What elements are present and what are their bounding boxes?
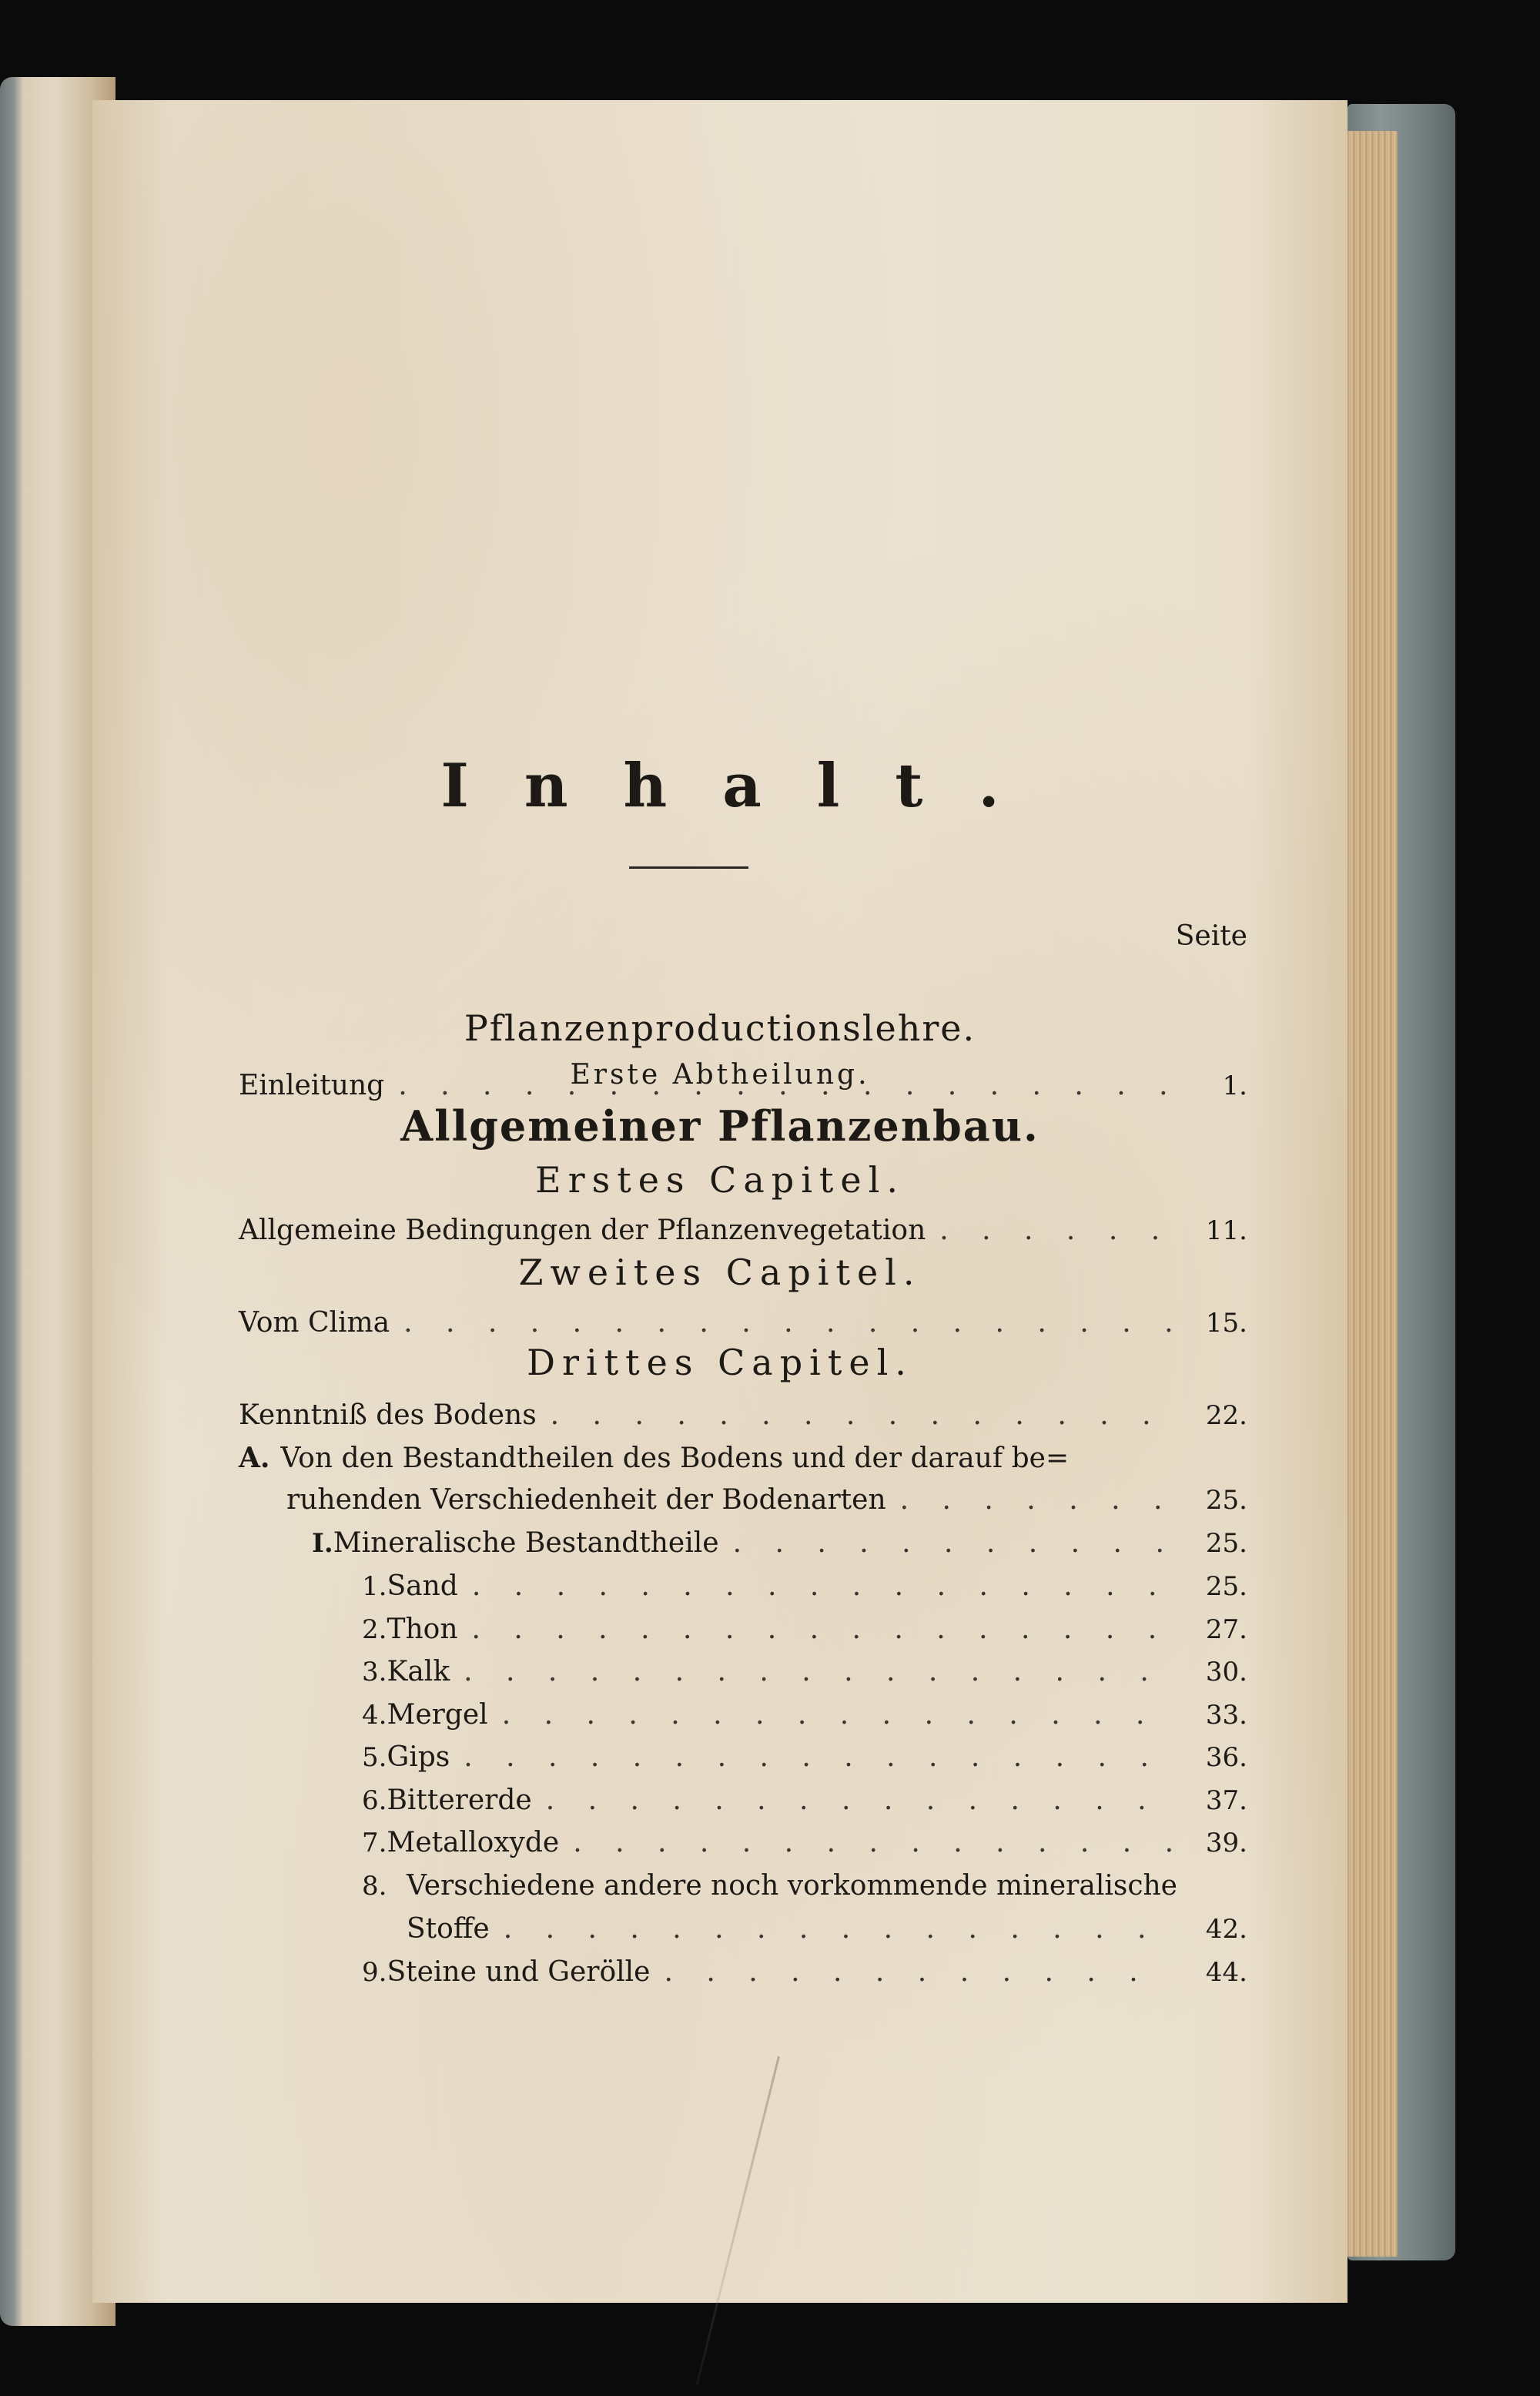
- item-label: Mergel: [387, 1699, 488, 1731]
- toc-entry-kenntniss[interactable]: [239, 1396, 1247, 1435]
- leader-dots: [546, 1781, 1172, 1820]
- leader-dots: [403, 1304, 1172, 1342]
- toc-item[interactable]: [362, 1738, 1247, 1777]
- item-label: Kalk: [387, 1656, 450, 1687]
- item-number: 3.: [362, 1657, 387, 1687]
- toc-item-8-line2[interactable]: [407, 1910, 1247, 1949]
- entry-page: 11.: [1205, 1215, 1247, 1246]
- item-label: Steine und Gerölle: [387, 1956, 651, 1988]
- leader-dots: [502, 1696, 1172, 1734]
- entry-label: Allgemeine Bedingungen der Pflanzenvegetation: [239, 1215, 926, 1246]
- toc-entry-a-line2[interactable]: [286, 1481, 1247, 1520]
- leader-dots: [464, 1653, 1172, 1691]
- entry-label: Kenntniß des Bodens: [239, 1399, 537, 1431]
- toc-entry-a-line1[interactable]: [239, 1439, 1069, 1478]
- toc-item[interactable]: [362, 1781, 1247, 1820]
- toc-entry-clima[interactable]: [239, 1304, 1247, 1342]
- leader-dots: [472, 1610, 1172, 1649]
- leader-dots: [664, 1953, 1172, 1992]
- item-page: 42.: [1205, 1914, 1247, 1945]
- entry-page: 15.: [1205, 1308, 1247, 1339]
- page-edges: [1344, 131, 1398, 2257]
- item-number: 1.: [362, 1571, 387, 1602]
- page-column-header: Seite: [1175, 920, 1247, 952]
- leader-dots: [733, 1524, 1172, 1563]
- item-page: 25.: [1205, 1571, 1247, 1602]
- title-rule: [629, 866, 748, 869]
- division-heading: Erste Abtheilung.: [570, 1059, 870, 1091]
- paper-crease: [696, 2056, 780, 2386]
- item-label: Verschiedene andere noch vorkommende mineralische: [407, 1870, 1177, 1902]
- toc-item[interactable]: [362, 1653, 1247, 1691]
- entry-label: ruhenden Verschiedenheit der Bodenarten: [286, 1484, 886, 1516]
- item-number: 8.: [362, 1871, 387, 1902]
- item-page: 37.: [1205, 1785, 1247, 1816]
- entry-number: I.: [312, 1528, 333, 1559]
- leader-dots: [939, 1211, 1172, 1250]
- item-page: 30.: [1205, 1657, 1247, 1687]
- toc-item[interactable]: [362, 1696, 1247, 1734]
- leader-dots: [504, 1910, 1172, 1949]
- item-page: 39.: [1205, 1828, 1247, 1858]
- entry-number: A.: [239, 1442, 270, 1474]
- item-label: Thon: [387, 1614, 458, 1645]
- chapter-heading-2: Zweites Capitel.: [518, 1252, 922, 1293]
- chapter-heading-1: Erstes Capitel.: [535, 1159, 905, 1201]
- entry-page: 22.: [1205, 1400, 1247, 1431]
- leader-dots: [472, 1567, 1172, 1606]
- toc-entry-mineralische[interactable]: [312, 1524, 1247, 1563]
- entry-page: 25.: [1205, 1485, 1247, 1516]
- entry-label: Vom Clima: [239, 1307, 390, 1339]
- item-page: 44.: [1205, 1957, 1247, 1988]
- item-number: 2.: [362, 1614, 387, 1645]
- item-number: 9.: [362, 1957, 387, 1988]
- item-number: 7.: [362, 1828, 387, 1858]
- leader-dots: [464, 1738, 1172, 1777]
- item-page: 27.: [1205, 1614, 1247, 1645]
- entry-label: Von den Bestandtheilen des Bodens und der darauf be=: [280, 1443, 1070, 1474]
- toc-item[interactable]: [362, 1953, 1247, 1992]
- entry-page: 25.: [1205, 1528, 1247, 1559]
- toc-item[interactable]: [362, 1610, 1247, 1649]
- toc-item[interactable]: [362, 1824, 1247, 1862]
- chapter-heading-3: Drittes Capitel.: [527, 1342, 913, 1383]
- leader-dots: [551, 1396, 1172, 1435]
- toc-item[interactable]: [362, 1567, 1247, 1606]
- contents-page: [92, 100, 1348, 2303]
- item-label: Stoffe: [407, 1913, 490, 1945]
- toc-item-8-line1[interactable]: [362, 1867, 1177, 1905]
- entry-label: Mineralische Bestandtheile: [333, 1527, 719, 1559]
- item-page: 33.: [1205, 1700, 1247, 1731]
- item-label: Bittererde: [387, 1784, 532, 1816]
- item-number: 4.: [362, 1700, 387, 1731]
- item-label: Metalloxyde: [387, 1827, 560, 1858]
- item-page: 36.: [1205, 1742, 1247, 1773]
- item-number: 6.: [362, 1785, 387, 1816]
- item-number: 5.: [362, 1742, 387, 1773]
- item-label: Sand: [387, 1570, 458, 1602]
- entry-page: 1.: [1222, 1071, 1247, 1101]
- entry-label: Einleitung: [239, 1070, 385, 1101]
- page-title: Inhalt.: [440, 751, 1055, 821]
- main-heading: Allgemeiner Pflanzenbau.: [400, 1101, 1040, 1151]
- leader-dots: [573, 1824, 1172, 1862]
- leader-dots: [900, 1481, 1172, 1520]
- toc-entry-bedingungen[interactable]: [239, 1211, 1247, 1250]
- item-label: Gips: [387, 1741, 450, 1773]
- section-heading: Pflanzenproductionslehre.: [464, 1007, 976, 1049]
